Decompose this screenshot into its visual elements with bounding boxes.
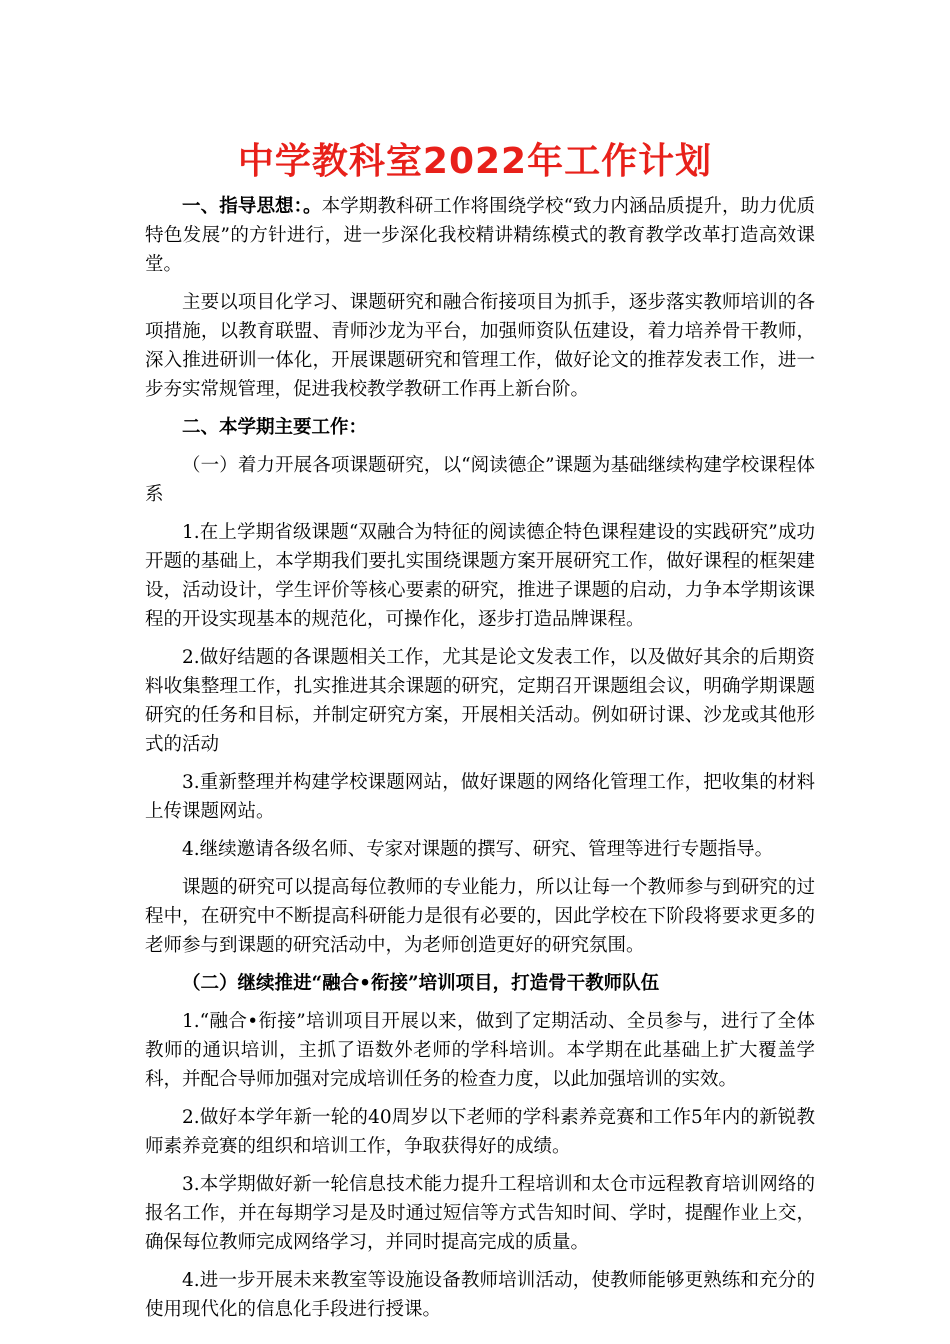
- paragraph: 4.继续邀请各级名师、专家对课题的撰写、研究、管理等进行专题指导。: [182, 839, 774, 860]
- section-heading-inline: 一、指导思想：。: [182, 196, 322, 217]
- paragraph: 课题的研究可以提高每位教师的专业能力，所以让每一个教师参与到研究的过程中，在研究中不断提高科研能力是很有必要的，因此学校在下阶段将要求更多的老师参与到课题的研究活动中，为老师创造更好的研究氛围。: [145, 877, 815, 956]
- document-title: 中学教科室2022年工作计划: [237, 141, 713, 182]
- section-heading: 二、本学期主要工作：: [182, 417, 368, 438]
- paragraph: 4.进一步开展未来教室等设施设备教师培训活动，使教师能够更熟练和充分的使用现代化的信息化手段进行授课。: [145, 1270, 815, 1320]
- document-body: [145, 192, 815, 1333]
- paragraph: 1.“融合•衔接”培训项目开展以来，做到了定期活动、全员参与，进行了全体教师的通识培训，主抓了语数外老师的学科培训。本学期在此基础上扩大覆盖学科，并配合导师加强对完成培训任务的检查力度，以此加强培训的实效。: [145, 1011, 815, 1090]
- paragraph-text: 本学期教科研工作将围绕学校“致力内涵品质提升，助力优质特色发展”的方针进行，进一步深化我校精讲精练模式的教育教学改革打造高效课堂。: [145, 196, 815, 275]
- paragraph: 2.做好本学年新一轮的40周岁以下老师的学科素养竞赛和工作5年内的新锐教师素养竞赛的组织和培训工作，争取获得好的成绩。: [145, 1107, 815, 1157]
- paragraph: 主要以项目化学习、课题研究和融合衔接项目为抓手，逐步落实教师培训的各项措施，以教育联盟、青师沙龙为平台，加强师资队伍建设，着力培养骨干教师，深入推进研训一体化，开展课题研究和管理工作，做好论文的推荐发表工作，进一步夯实常规管理，促进我校教学教研工作再上新台阶。: [145, 292, 815, 400]
- paragraph: （一）着力开展各项课题研究，以“阅读德企”课题为基础继续构建学校课程体系: [145, 455, 815, 505]
- paragraph: 1.在上学期省级课题“双融合为特征的阅读德企特色课程建设的实践研究”成功开题的基础上，本学期我们要扎实围绕课题方案开展研究工作，做好课程的框架建设，活动设计，学生评价等核心要素的研究，推进子课题的启动，力争本学期该课程的开设实现基本的规范化，可操作化，逐步打造品牌课程。: [145, 522, 815, 630]
- section-heading: （二）继续推进“融合•衔接”培训项目，打造骨干教师队伍: [182, 973, 660, 994]
- paragraph-guiding-thought: [145, 192, 815, 279]
- paragraph: 3.重新整理并构建学校课题网站，做好课题的网络化管理工作，把收集的材料上传课题网站。: [145, 772, 815, 822]
- paragraph: 3.本学期做好新一轮信息技术能力提升工程培训和太仓市远程教育培训网络的报名工作，并在每期学习是及时通过短信等方式告知时间、学时，提醒作业上交，确保每位教师完成网络学习，并同时提高完成的质量。: [145, 1174, 815, 1253]
- paragraph: 2.做好结题的各课题相关工作，尤其是论文发表工作，以及做好其余的后期资料收集整理工作，扎实推进其余课题的研究，定期召开课题组会议，明确学期课题研究的任务和目标，并制定研究方案，开展相关活动。例如研讨课、沙龙或其他形式的活动: [145, 647, 815, 755]
